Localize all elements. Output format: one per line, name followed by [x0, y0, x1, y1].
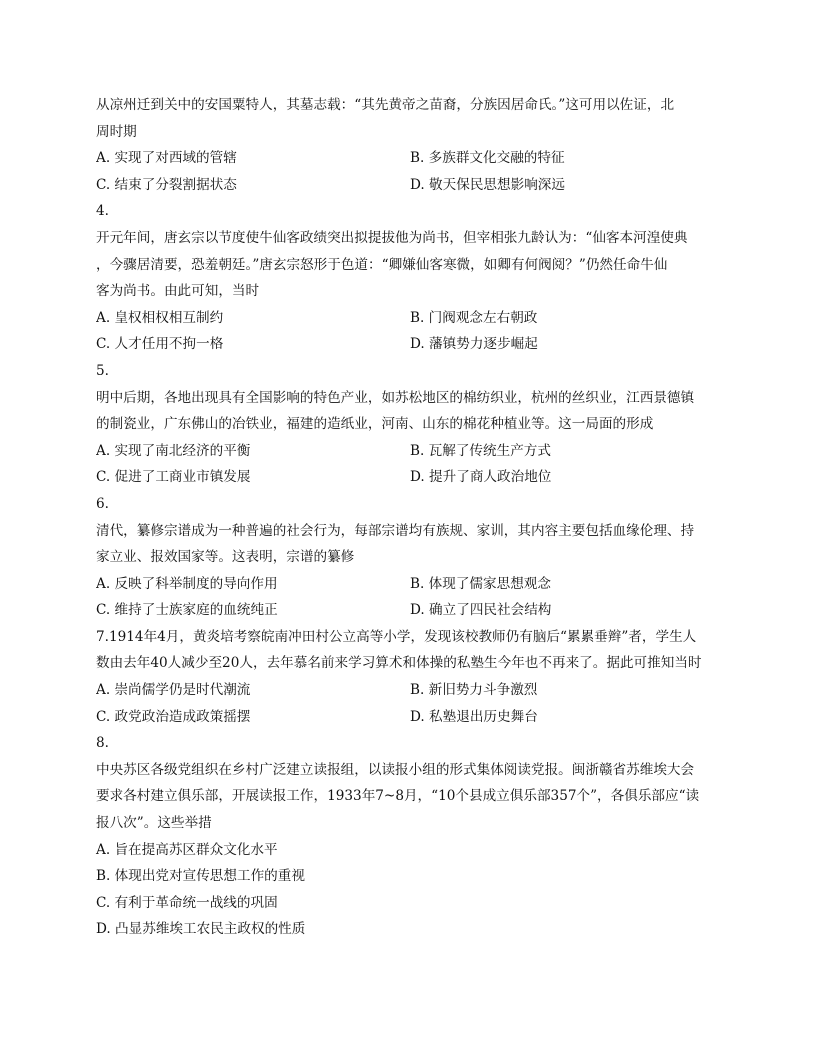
option-b: B. 新旧势力斗争激烈	[410, 682, 538, 699]
option-c: C. 促进了工商业市镇发展	[96, 469, 251, 486]
question-7	[96, 624, 724, 730]
option-d: D. 敬天保民思想影响深远	[410, 176, 565, 193]
options-row	[96, 677, 724, 704]
question-stem-line: 7.1914年4月，黄炎培考察皖南冲田村公立高等小学，发现该校教师仍有脑后“累累垂辫”者，学生人	[96, 628, 697, 645]
question-stem-line: 数由去年40人减少至20人，去年慕名前来学习算术和体操的私塾生今年也不再来了。据此可推知当时	[96, 655, 702, 672]
option-c: C. 有利于革命统一战线的巩固	[96, 894, 278, 911]
option-c: C. 政党政治造成政策摇摆	[96, 708, 251, 725]
question-6	[96, 491, 724, 624]
option-b: B. 瓦解了传统生产方式	[410, 442, 551, 459]
option-a: A. 实现了对西域的管辖	[96, 150, 237, 167]
option-c: C. 人才任用不拘一格	[96, 336, 224, 353]
exam-page	[96, 92, 724, 943]
question-stem-line: 的制瓷业，广东佛山的冶铁业，福建的造纸业，河南、山东的棉花种植业等。这一局面的形成	[96, 416, 654, 433]
question-stem-line: 开元年间，唐玄宗以节度使牛仙客政绩突出拟提拔他为尚书，但宰相张九龄认为：“仙客本河湟使典	[96, 229, 688, 246]
options-row	[96, 438, 724, 465]
question-number: 5.	[96, 362, 109, 379]
options-row	[96, 145, 724, 172]
question-stem-line: 清代，纂修宗谱成为一种普遍的社会行为，每部宗谱均有族规、家训，其内容主要包括血缘伦理、持	[96, 522, 695, 539]
option-b: B. 门阀观念左右朝政	[410, 309, 538, 326]
question-4	[96, 198, 724, 358]
question-stem-line: ，今骤居清要，恐羞朝廷。”唐玄宗怒形于色道：“卿嫌仙客寒微，如卿有何阀阅？”仍然任命牛仙	[96, 256, 668, 273]
option-a: A. 反映了科举制度的导向作用	[96, 575, 278, 592]
option-c: C. 维持了士族家庭的血统纯正	[96, 602, 278, 619]
question-5	[96, 358, 724, 491]
option-a: A. 崇尚儒学仍是时代潮流	[96, 682, 251, 699]
options-row	[96, 704, 724, 731]
question-stem-line: 周时期	[96, 123, 137, 140]
option-d: D. 确立了四民社会结构	[410, 602, 552, 619]
question-3	[96, 92, 724, 198]
option-a: A. 旨在提高苏区群众文化水平	[96, 841, 278, 858]
options-row	[96, 172, 724, 199]
option-b: B. 多族群文化交融的特征	[410, 150, 565, 167]
option-a: A. 皇权相权相互制约	[96, 309, 224, 326]
options-row	[96, 464, 724, 491]
option-d: D. 藩镇势力逐步崛起	[410, 336, 538, 353]
option-d: D. 凸显苏维埃工农民主政权的性质	[96, 921, 306, 938]
question-stem-line: 客为尚书。由此可知，当时	[96, 283, 260, 300]
question-stem-line: 要求各村建立俱乐部，开展读报工作，1933年7~8月，“10个县成立俱乐部357个”，各俱乐部应“读	[96, 788, 700, 805]
question-stem-line: 中央苏区各级党组织在乡村广泛建立读报组，以读报小组的形式集体阅读党报。闽浙赣省苏维埃大会	[96, 761, 695, 778]
question-number: 6.	[96, 495, 109, 512]
options-row	[96, 597, 724, 624]
question-number: 4.	[96, 203, 109, 220]
question-stem-line: 家立业、报效国家等。这表明，宗谱的纂修	[96, 549, 355, 566]
option-d: D. 私塾退出历史舞台	[410, 708, 538, 725]
options-row	[96, 571, 724, 598]
question-number: 8.	[96, 735, 109, 752]
options-row	[96, 305, 724, 332]
question-stem-line: 明中后期，各地出现具有全国影响的特色产业，如苏松地区的棉纺织业，杭州的丝织业，江西景德镇	[96, 389, 695, 406]
option-b: B. 体现出党对宣传思想工作的重视	[96, 868, 305, 885]
question-8	[96, 730, 724, 943]
question-stem-line: 从凉州迁到关中的安国粟特人，其墓志载：“其先黄帝之苗裔，分族因居命氏。”这可用以佐证，北	[96, 97, 675, 113]
option-a: A. 实现了南北经济的平衡	[96, 442, 251, 459]
option-b: B. 体现了儒家思想观念	[410, 575, 551, 592]
options-row	[96, 331, 724, 358]
option-d: D. 提升了商人政治地位	[410, 469, 552, 486]
question-stem-line: 报八次”。这些举措	[96, 815, 212, 832]
option-c: C. 结束了分裂割据状态	[96, 176, 237, 193]
